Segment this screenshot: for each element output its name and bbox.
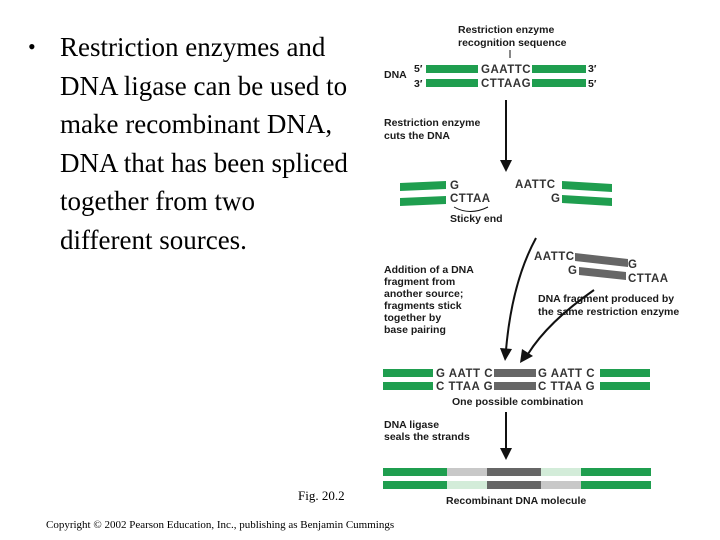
recomb-seg1-top (383, 468, 447, 476)
right-fragment-bottom-seq: G (551, 193, 561, 205)
addition-label-line4: fragments stick (384, 300, 462, 312)
foreign-fragment-right-bottom-seq: CTTAA (628, 273, 669, 285)
combo-left-bottom-strand (383, 382, 433, 390)
foreign-fragment-top-strand (575, 253, 628, 267)
produced-label-line2: the same restriction enzyme (538, 306, 680, 318)
combo-seq-top-2: G AATT C (538, 368, 596, 380)
addition-label-line3: another source; (384, 288, 464, 300)
combo-seq-bottom-2: C TTAA G (538, 381, 596, 393)
annealing-arrow-left (506, 238, 536, 350)
combo-right-top-strand (600, 369, 650, 377)
foreign-fragment-right-top-seq: G (628, 259, 638, 271)
left-fragment-top-strand (400, 181, 446, 191)
seq-top: GAATTC (481, 64, 532, 76)
cut-label-line1: Restriction enzyme (384, 117, 481, 129)
three-prime-bottom-left: 3′ (414, 78, 423, 90)
combo-seq-bottom-1: C TTAA G (436, 381, 494, 393)
sticky-end-label: Sticky end (450, 213, 503, 225)
figure-label: Fig. 20.2 (298, 488, 345, 503)
ligase-label-line1: DNA ligase (384, 419, 440, 431)
right-fragment-top-strand (562, 181, 612, 192)
addition-label-line6: base pairing (384, 324, 446, 336)
bullet-text: Restriction enzymes and DNA ligase can be used to make recombinant DNA, DNA that has been spliced together from two different sources. (60, 32, 348, 255)
ligase-arrowhead-icon (500, 448, 512, 460)
three-prime-top: 3′ (588, 63, 597, 75)
combo-right-bottom-strand (600, 382, 650, 390)
five-prime-top: 5′ (414, 63, 423, 75)
recomb-seg3-bottom (487, 481, 541, 489)
seq-bottom: CTTAAG (481, 78, 532, 90)
addition-label-line5: together by (384, 312, 442, 324)
left-fragment-bottom-seq: CTTAA (450, 193, 491, 205)
right-fragment-top-seq: AATTC (515, 179, 556, 191)
recognition-title-line2: recognition sequence (458, 37, 567, 49)
cut-label-line2: cuts the DNA (384, 130, 450, 142)
combo-seq-top-1: G AATT C (436, 368, 494, 380)
dna-label: DNA (384, 69, 407, 81)
foreign-fragment-top-seq: AATTC (534, 251, 575, 263)
foreign-fragment-bottom-strand (579, 267, 626, 280)
left-fragment-top-seq: G (450, 180, 460, 192)
recomb-seg4-top (541, 468, 581, 476)
right-fragment-bottom-strand (562, 195, 612, 206)
recombinant-label: Recombinant DNA molecule (446, 495, 587, 507)
recomb-seg5-bottom (581, 481, 651, 489)
bullet-dot-icon: • (28, 34, 36, 59)
addition-label-line2: fragment from (384, 276, 456, 288)
left-fragment-bottom-strand (400, 196, 446, 206)
recomb-seg2-top (447, 468, 487, 476)
sticky-end-brace (454, 207, 488, 212)
combination-label: One possible combination (452, 396, 584, 408)
recomb-seg1-bottom (383, 481, 447, 489)
five-prime-bottom-right: 5′ (588, 78, 597, 90)
combo-mid-bottom-strand (494, 382, 536, 390)
annealing-arrowhead-left-icon (500, 348, 512, 361)
recomb-seg2-bottom (447, 481, 487, 489)
addition-label-line1: Addition of a DNA (384, 264, 474, 276)
foreign-fragment-left-bottom-seq: G (568, 265, 578, 277)
combo-mid-top-strand (494, 369, 536, 377)
produced-label-line1: DNA fragment produced by (538, 293, 675, 305)
cut-arrowhead-icon (500, 160, 512, 172)
recomb-seg5-top (581, 468, 651, 476)
recomb-seg3-top (487, 468, 541, 476)
recognition-title-line1: Restriction enzyme (458, 24, 555, 36)
combo-left-top-strand (383, 369, 433, 377)
copyright-notice: Copyright © 2002 Pearson Education, Inc., publishing as Benjamin Cummings (46, 519, 395, 531)
recomb-seg4-bottom (541, 481, 581, 489)
ligase-label-line2: seals the strands (384, 431, 470, 443)
